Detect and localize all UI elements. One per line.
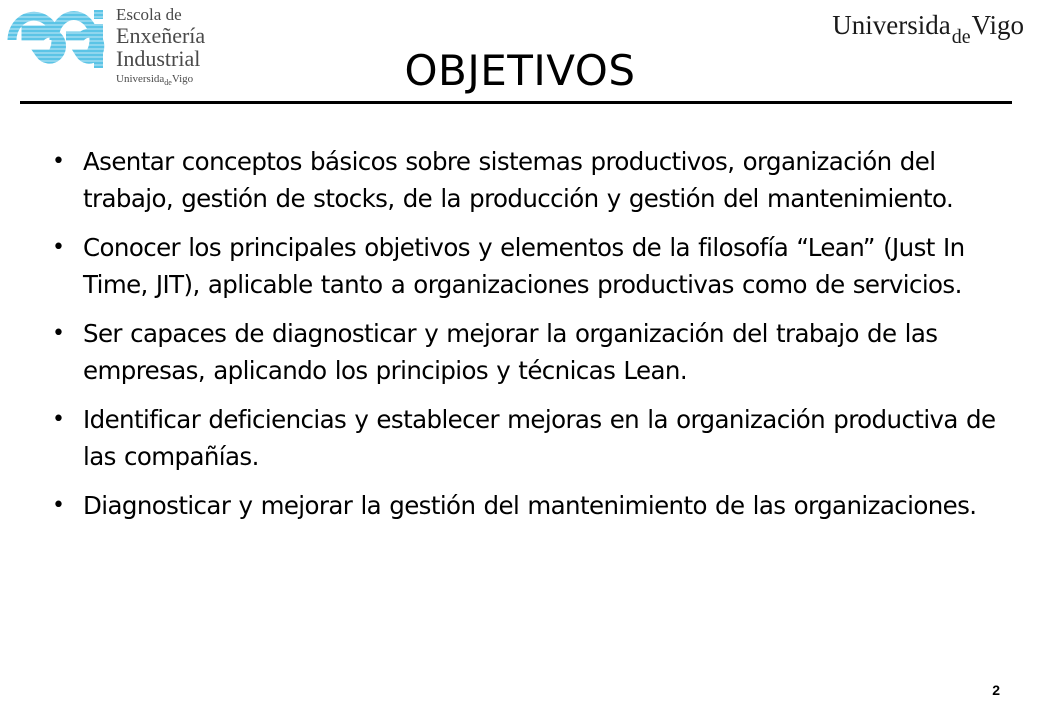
bullet-icon: • [52,235,65,260]
bullet-text: Identificar deficiencias y establecer mejoras en la organización productiva de las compañías. [83,405,996,471]
bullet-text: Asentar conceptos básicos sobre sistemas productivos, organización del trabajo, gestión de stocks, de la producción y gestión del mantenimiento. [83,147,954,213]
university-name-a: Universida [832,10,951,40]
bullet-text: Conocer los principales objetivos y elementos de la filosofía “Lean” (Just In Time, JIT), aplicable tanto a organizaciones productivas como de servicios. [83,233,965,299]
bullet-text: Ser capaces de diagnosticar y mejorar la organización del trabajo de las empresas, aplicando los principios y técnicas Lean. [83,319,938,385]
list-item [50,315,1015,389]
university-logo [832,10,1024,48]
school-univ-de: de [164,78,172,87]
bullet-icon: • [52,407,65,432]
bullet-text: Diagnosticar y mejorar la gestión del mantenimiento de las organizaciones. [83,491,977,520]
school-line1: Escola de [116,5,182,24]
list-item [50,487,1015,524]
university-name-de: de [951,26,971,48]
title-divider [20,101,1012,104]
list-item [50,229,1015,303]
bullet-icon: • [52,493,65,518]
page-number: 2 [992,682,1000,698]
bullet-icon: • [52,149,65,174]
school-univ-b: Vigo [171,73,194,85]
school-line3: Industrial [116,46,201,71]
school-line2: Enxeñería [116,23,206,48]
bullet-icon: • [52,321,65,346]
objectives-list [50,143,1015,536]
school-univ-a: Universida [116,73,165,85]
slide-title: OBJETIVOS [404,46,636,95]
list-item [50,401,1015,475]
university-name-b: Vigo [971,10,1024,40]
list-item [50,143,1015,217]
